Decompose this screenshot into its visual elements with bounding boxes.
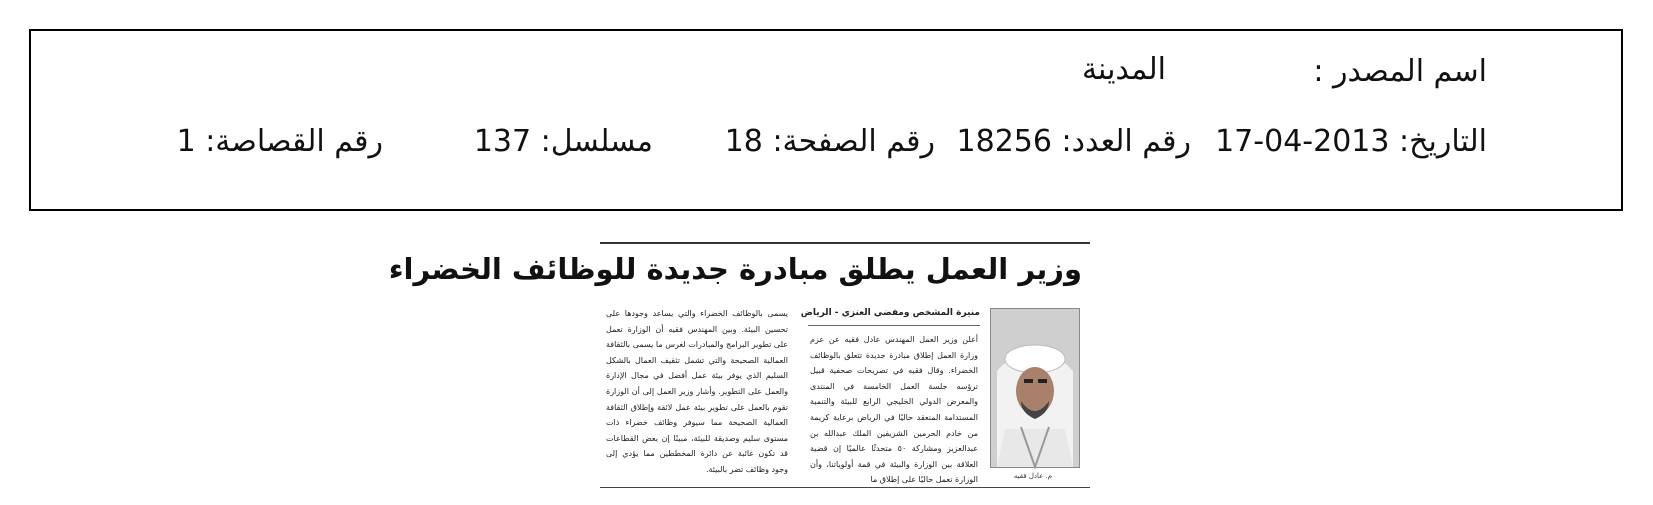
issue-number-field: رقم العدد: 18256 [956,124,1191,159]
photo-caption: م. عادل فقيه [1013,472,1053,480]
page-number-field: رقم الصفحة: 18 [724,124,935,159]
portrait-image-icon [991,309,1079,467]
date-field: التاريخ: 2013-04-17 [1215,124,1487,159]
article-byline: منيرة المشخص ومفضي العنزي - الرياض [800,308,980,318]
source-label: اسم المصدر : [1313,54,1487,89]
clip-number-field: رقم القصاصة: 1 [176,124,383,159]
serial-number-field: مسلسل: 137 [473,124,653,159]
author-photo [990,308,1080,468]
newspaper-clipping [388,242,1090,488]
article-column-right: أعلن وزير العمل المهندس عادل فقيه عن عزم وزارة العمل إطلاق مبادرة جديدة تتعلق بالوظائف الخضراء. وقال فقيه في تصريحات صحفية قبيل ترؤسه جلسة العمل الخامسة في المنتدى والمعرض الدولي الخليجي الرابع للبيئة والتنمية المستدامة المنعقد حاليًا في الرياض برعاية كريمة من خادم الحرمين الشريفين الملك عبدالله بن عبدالعزيز ومشاركة ٥٠ متحدثًا عالميًا إن قضية العلاقة بين الوزارة والبيئة في قمة أولوياتنا، وأن الوزارة تعمل حاليًا على إطلاق ما [810,335,978,485]
byline-divider [808,325,980,326]
source-value: المدينة [1081,52,1166,87]
article-headline: وزير العمل يطلق مبادرة جديدة للوظائف الخضراء [388,252,1082,286]
article-column-left: يسمى بالوظائف الخضراء والتي يساعد وجودها على تحسين البيئة. وبين المهندس فقيه أن الوزارة تعمل على تطوير البرامج والمبادرات لغرس ما يسمى بالثقافة العمالية الصحيحة والتي تشمل تثقيف العمال بالشكل السليم الذي يوفر بيئة عمل أفضل في مجال الإدارة والعمل على التطوير. وأشار وزير العمل إلى أن الوزارة تقوم بالعمل على تطوير بيئة عمل لائقة وإطلاق الثقافة العمالية الصحيحة مما سيوفر وظائف خضراء ذات مستوى سليم وصديقة للبيئة، مبينًا إن بعض القطاعات قد تكون غائبة عن دائرة المخططين مما يؤدي إلى وجود وظائف تضر بالبيئة. [606,309,788,474]
